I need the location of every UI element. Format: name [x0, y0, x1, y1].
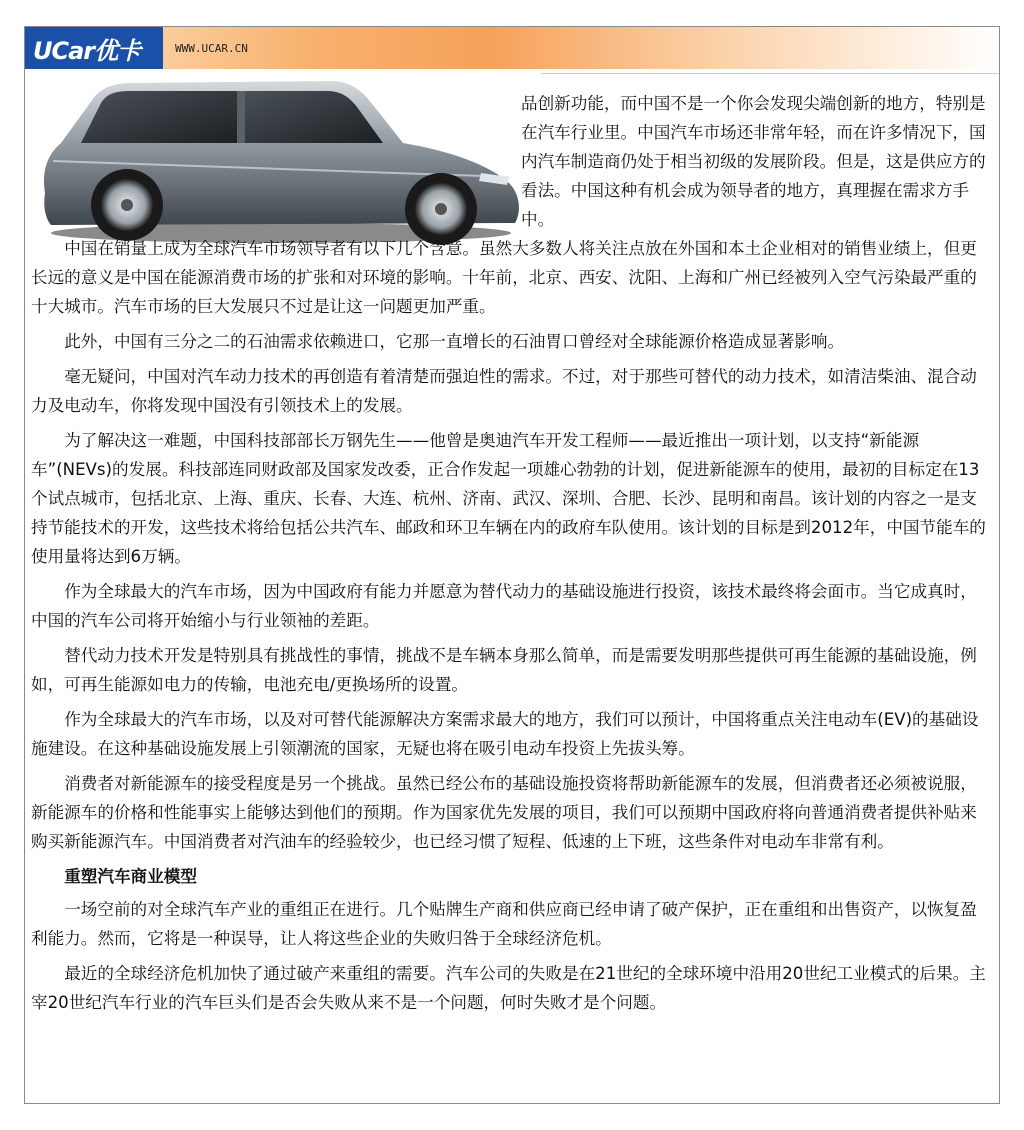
logo-text: UCar优卡 — [33, 36, 141, 65]
paragraph: 最近的全球经济危机加快了通过破产来重组的需要。汽车公司的失败是在21世纪的全球环境中沿用20世纪工业模式的后果。主宰20世纪汽车行业的汽车巨头们是否会失败从来不是一个问题，何时失败才是个问题。 — [31, 964, 986, 1012]
paragraph: 为了解决这一难题，中国科技部部长万钢先生——他曾是奥迪汽车开发工程师——最近推出一项计划，以支持“新能源车”(NEVs)的发展。科技部连同财政部及国家发改委，正合作发起一项雄心勃勃的计划，促进新能源车的使用，最初的目标定在13个试点城市，包括北京、上海、重庆、长春、大连、杭州、济南、武汉、深圳、合肥、长沙、昆明和南昌。该计划的内容之一是支持节能技术的开发，这些技术将给包括公共汽车、邮政和环卫车辆在内的政府车队使用。该计划的目标是到2012年，中国节能车的使用量将达到6万辆。 — [31, 431, 986, 566]
article-body — [31, 234, 993, 1023]
article-frame — [24, 26, 1000, 1104]
concept-car-image — [31, 73, 527, 245]
paragraph: 作为全球最大的汽车市场，以及对可替代能源解决方案需求最大的地方，我们可以预计，中国将重点关注电动车(EV)的基础设施建设。在这种基础设施发展上引领潮流的国家，无疑也将在吸引电动车投资上先拔头筹。 — [31, 710, 979, 758]
paragraph: 替代动力技术开发是特别具有挑战性的事情，挑战不是车辆本身那么简单，而是需要发明那些提供可再生能源的基础设施，例如，可再生能源如电力的传输，电池充电/更换场所的设置。 — [31, 646, 977, 694]
section-heading: 重塑汽车商业模型 — [64, 867, 197, 886]
paragraph: 消费者对新能源车的接受程度是另一个挑战。虽然已经公布的基础设施投资将帮助新能源车的发展，但消费者还必须被说服，新能源车的价格和性能事实上能够达到他们的预期。作为国家优先发展的项目，我们可以预期中国政府将向普通消费者提供补贴来购买新能源汽车。中国消费者对汽油车的经验较少，也已经习惯了短程、低速的上下班，这些条件对电动车非常有利。 — [31, 774, 977, 851]
intro-paragraph: 品创新功能，而中国不是一个你会发现尖端创新的地方，特别是在汽车行业里。中国汽车市场还非常年轻，而在许多情况下，国内汽车制造商仍处于相当初级的发展阶段。但是，这是供应方的看法。中国这种有机会成为领导者的地方，真理握在需求方手中。 — [521, 94, 986, 229]
paragraph: 一场空前的对全球汽车产业的重组正在进行。几个贴牌生产商和供应商已经申请了破产保护，正在重组和出售资产，以恢复盈利能力。然而，它将是一种误导，让人将这些企业的失败归咎于全球经济危机。 — [31, 900, 977, 948]
paragraph: 毫无疑问，中国对汽车动力技术的再创造有着清楚而强迫性的需求。不过，对于那些可替代的动力技术，如清洁柴油、混合动力及电动车，你将发现中国没有引领技术上的发展。 — [31, 367, 977, 415]
ucar-logo[interactable] — [25, 27, 163, 69]
site-url[interactable]: WWW.UCAR.CN — [175, 42, 248, 55]
paragraph: 作为全球最大的汽车市场，因为中国政府有能力并愿意为替代动力的基础设施进行投资，该技术最终将会面市。当它成真时，中国的汽车公司将开始缩小与行业领袖的差距。 — [31, 582, 977, 630]
header-divider — [541, 73, 999, 74]
paragraph: 此外，中国有三分之二的石油需求依赖进口，它那一直增长的石油胃口曾经对全球能源价格造成显著影响。 — [64, 332, 845, 351]
site-header-banner — [25, 27, 999, 69]
paragraph: 中国在销量上成为全球汽车市场领导者有以下几个含意。虽然大多数人将关注点放在外国和本土企业相对的销售业绩上，但更长远的意义是中国在能源消费市场的扩张和对环境的影响。十年前，北京、西安、沈阳、上海和广州已经被列入空气污染最严重的十大城市。汽车市场的巨大发展只不过是让这一问题更加严重。 — [31, 239, 977, 316]
